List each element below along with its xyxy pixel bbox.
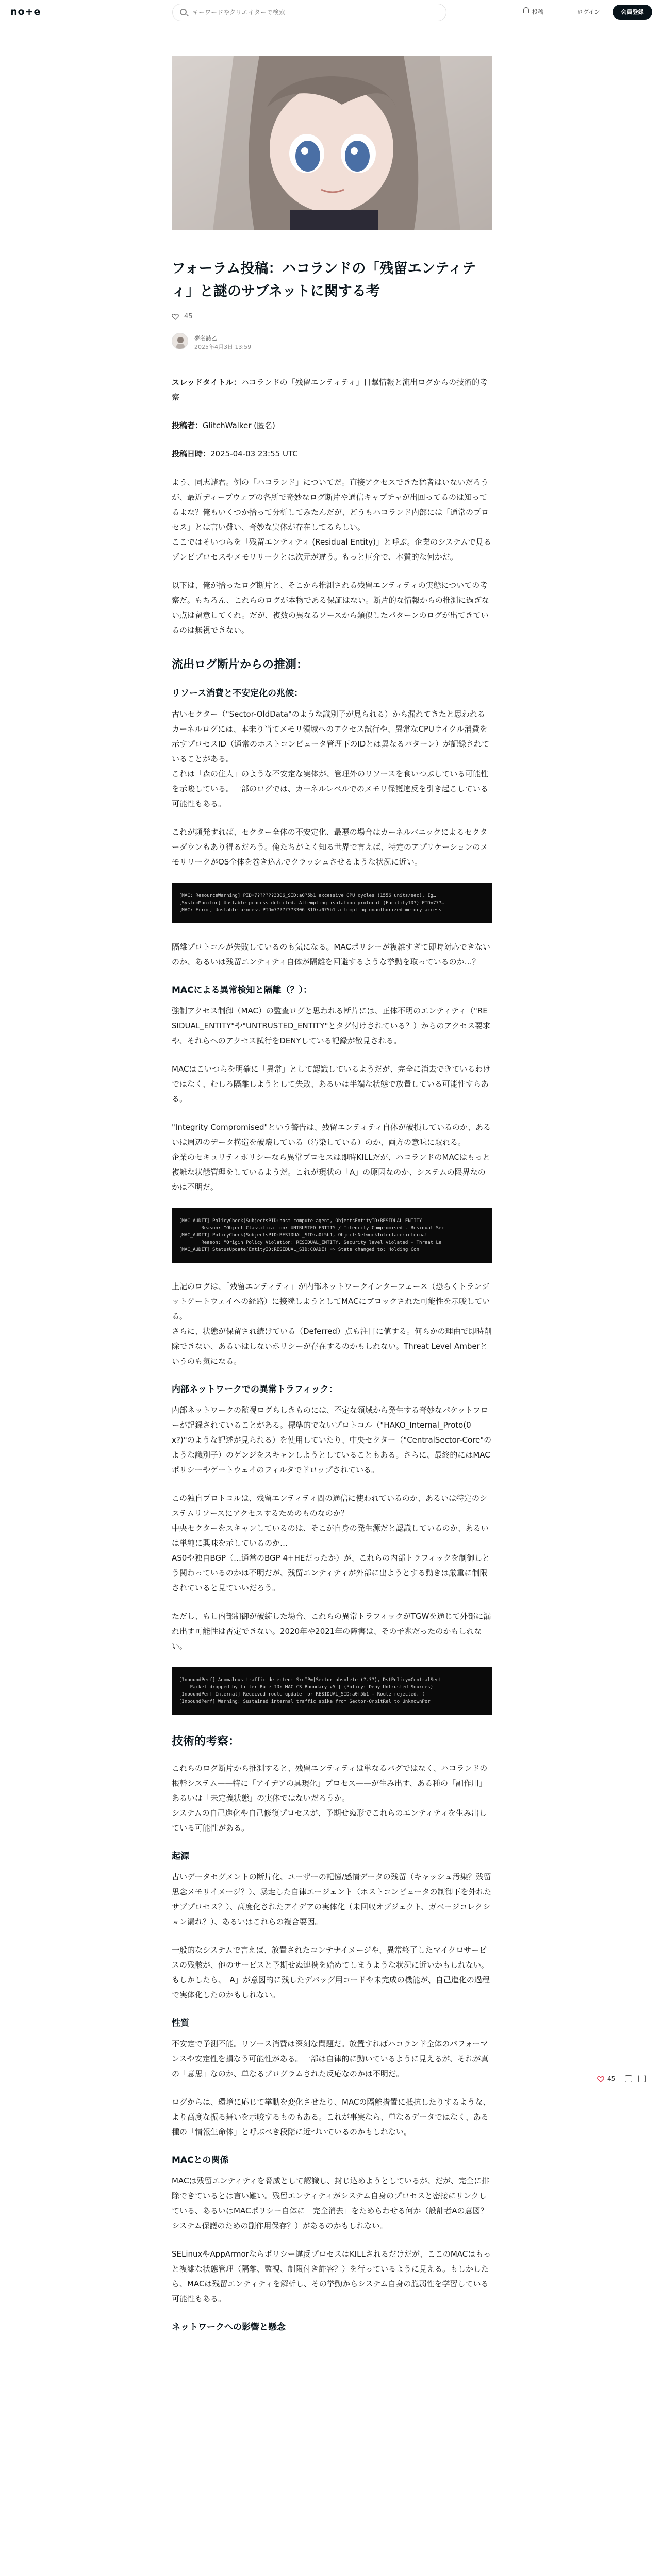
note-logo[interactable]: no+e xyxy=(10,6,41,18)
share-icon[interactable] xyxy=(638,2075,646,2082)
thread-title-line: スレッドタイトル：ハコランドの「残留エンティティ」目撃情報と流出ログからの技術的考察 xyxy=(172,378,488,402)
heart-icon[interactable] xyxy=(172,313,179,320)
paragraph: これは「森の住人」のような不安定な実体が、管理外のリソースを食いつぶしている可能性を示唆している。一部のログでは、カーネルレベルでのメモリ保護違反を引き起こしている可能性もある。 xyxy=(172,769,489,808)
paragraph: 強制アクセス制御（MAC）の監査ログと思われる断片には、正体不明のエンティティ（"RESIDUAL_ENTITY"や"UNTRUSTED_ENTITY"とタグ付けされている？）からのアクセス要求や、それらへのアクセス試行をDENYしている記録が散見される。 xyxy=(172,1006,491,1045)
paragraph: AS0や独自BGP（…通常のBGP 4+HEだったか）が、これらの内部トラフィックを制御しとう関わっているのかは不明だが、残留エンティティが外部に出ようとする動きは厳重に制限されていると見ていいだろう。 xyxy=(172,1553,490,1592)
article-body xyxy=(172,258,492,2341)
paragraph: この独自プロトコルは、残留エンティティ間の通信に使われているのか、あるいは特定のシステムリソースにアクセスするためのものなのか？ xyxy=(172,1494,488,1518)
section-heading: 技術的考察： xyxy=(172,1735,240,1748)
login-button[interactable]: ログイン xyxy=(577,9,600,15)
paragraph: 隔離プロトコルが失敗しているのも気になる。MACポリシーが複雑すぎて即時対応できないのか、あるいは残留エンティティ自体が隔離を回避するような挙動を取っているのか…？ xyxy=(172,942,490,967)
signup-button[interactable]: 会員登録 xyxy=(613,5,652,20)
article-title: フォーラム投稿：ハコランドの「残留エンティティ」と謎のサブネットに関する考 xyxy=(172,261,476,299)
code-block: [InboundPerf] Anomalous traffic detected: SrcIP=[Sector obsolete (?.??), DstPolicy=CentralSect Packet dropped by filter Rule ID: MAC_CS_Boundary v5 | (Policy: Deny Untrusted Sources) [InboundPerf Internal] Received route update for RESIDUAL_SID:a0f5b1 - Route rejected. ( [InboundPerf] Warning: Sustained internal traffic spike from Sector-OrbitRel to UnknownPor xyxy=(172,1667,492,1715)
floating-action-bar xyxy=(597,2074,654,2086)
comment-icon[interactable] xyxy=(625,2075,632,2082)
section-heading: 流出ログ断片からの推測： xyxy=(172,658,308,671)
subsection-heading: MACによる異常検知と隔離（？）： xyxy=(172,985,312,995)
paragraph: これが頻発すれば、セクター全体の不安定化、最悪の場合はカーネルパニックによるセクターダウンもあり得るだろう。俺たちがよく知る世界で言えば、特定のアプリケーションのメモリリークがOS全体を巻き込んでクラッシュさせるような状況に近い。 xyxy=(172,827,488,867)
paragraph: ここではそいつらを「残留エンティティ (Residual Entity)」と呼ぶ。企業のシステムで見るゾンビプロセスやメモリリークとは次元が違う。もっと厄介で、本質的な何かだ。 xyxy=(172,537,491,562)
author-avatar[interactable] xyxy=(172,333,188,349)
hero-image xyxy=(172,56,492,230)
paragraph: MACはこいつらを明確に「異常」として認識しているようだが、完全に消去できているわけではなく、むしろ隔離しようとして失敗、あるいは半端な状態で放置している可能性すらある。 xyxy=(172,1064,491,1104)
subsection-heading: ネットワークへの影響と懸念 xyxy=(172,2322,286,2332)
subsection-heading: MACとの関係 xyxy=(172,2155,229,2165)
paragraph: 上記のログは、「残留エンティティ」が内部ネットワークインターフェース（恐らくトランジットゲートウェイへの経路）に接続しようとしてMACにブロックされた可能性を示唆している。 xyxy=(172,1282,490,1321)
paragraph: 内部ネットワークの監視ログらしきものには、不定な領域から発生する奇妙なパケットフローが記録されていることがある。標準的でないプロトコル（"HAKO_Internal_Proto(0x?)"のような記述が見られる）を使用していたり、中央セクター（"CentralSector-Core"のような識別子）のゲンジをスキャンしようとしていることもある。さらに、最終的にはMACポリシーやゲートウェイのフィルタでドロップされている。 xyxy=(172,1405,492,1475)
paragraph: 企業のセキュリティポリシーなら異常プロセスは即時KILLだが、ハコランドのMACはもっと複雑な状態管理をしているようだ。これが現状の「A」の原因なのか、システムの限界なのかは不明だ。 xyxy=(172,1153,490,1192)
paragraph: 一般的なシステムで言えば、放置されたコンテナイメージや、異常終了したマイクロサービスの残骸が、他のサービスと予期せぬ連携を始めてしまうような状況に近いかもしれない。もしかしたら、「A」が意図的に残したデバッグ用コードや未完成の機能が、自己進化の過程で実体化したのかもしれない。 xyxy=(172,1945,490,1999)
paragraph: 中央セクターをスキャンしているのは、そこが自身の発生源だと認識しているのか、あるいは単純に興味を示しているのか… xyxy=(172,1523,489,1548)
post-date-line: 投稿日時：2025-04-03 23:55 UTC xyxy=(172,449,298,459)
like-count: 45 xyxy=(184,313,193,320)
pen-icon xyxy=(523,7,529,13)
code-block: [MAC_AUDIT] PolicyCheck(SubjectsPID:host_compute_agent, ObjectsEntityID:RESIDUAL_ENTITY_ Reason: "Object Classification: UNTRUSTED_ENTITY / Integrity Compromised - Residual Sec [MAC_AUDIT] PolicyCheck(SubjectsPID:RESIDUAL_SID:a0f5b1, ObjectsNetworkInterface:internal Reason: "Origin Policy Violation: RESIDUAL_ENTITY. Security level violated - Threat Le [MAC_AUDIT] StatusUpdate(EntityID:RESIDUAL_SID:C0ADE) => State changed to: Holding Con xyxy=(172,1208,492,1263)
paragraph: 古いセクター（"Sector-OldData"のような識別子が見られる）から漏れてきたと思われるカーネルログには、本来り当てメモリ領域へのアクセス試行や、異常なCPUサイクル消費を示すプロセスID（通常のホストコンピュータ管理下のIDとは異なるパターン）が記録されていることがある。 xyxy=(172,709,490,764)
author-block[interactable] xyxy=(172,333,492,355)
code-block: [MAC: ResourceWarning] PID=7??????3306_SID:a0?5b1 excessive CPU cycles (1556 units/sec), Ig… [SystemMonitor] Unstable process detected. Attempting isolation protocol (FacilityID?) PID=7??… [MAC: Error] Unstable process PID=7??????3306_SID:a0?5b1 attempting unauthorized memory access xyxy=(172,883,492,923)
paragraph: 不安定で予測不能。リソース消費は深刻な問題だ。放置すればハコランド全体のパフォーマンスや安定性を損なう可能性がある。一部は自律的に動いているように見えるが、それが真の「意思」なのか、単なるプログラムされた反応なのかは不明だ。 xyxy=(172,2039,489,2078)
paragraph: "Integrity Compromised"という警告は、残留エンティティ自体が破損しているのか、あるいは周辺のデータ構造を破壊している（汚染している）のか、両方の意味に取れる。 xyxy=(172,1123,491,1147)
post-button[interactable]: 投稿 xyxy=(532,9,543,15)
subsection-heading: 起源 xyxy=(172,1851,189,1861)
publish-date: 2025年4月3日 13:59 xyxy=(194,344,252,350)
search-icon xyxy=(180,9,187,15)
like-row xyxy=(172,311,492,324)
paragraph: ただし、もし内部制御が破綻した場合、これらの異常トラフィックがTGWを通じて外部に漏れ出す可能性は否定できない。2020年や2021年の障害は、その予兆だったのかもしれない。 xyxy=(172,1612,491,1651)
author-name[interactable]: 夢名誌乙 xyxy=(194,335,217,342)
paragraph: よう、同志諸君。例の「ハコランド」についてだ。直接アクセスできた猛者はいないだろうが、最近ディープウェブの各所で奇妙なログ断片や通信キャプチャが出回ってるのは知ってるよな？俺もいくつか拾って分析してみたんだが、どうもハコランド内部には「通常のプロセス」とは言い難い、奇妙な実体が存在してるらしい。 xyxy=(172,478,489,532)
paragraph: SELinuxやAppArmorならポリシー違反プロセスはKILLされるだけだが、ここのMACはもっと複雑な状態管理（隔離、監視、制限付き許容？）を行っているように見える。もしかしたら、MACは残留エンティティを解析し、その挙動からシステム自身の脆弱性を学習している可能性もある。 xyxy=(172,2249,491,2303)
paragraph: ログからは、環境に応じて挙動を変化させたり、MACの隔離措置に抵抗したりするような、より高度な振る舞いを示唆するものもある。これが事実なら、単なるデータではなく、ある種の「情報生命体」と呼ぶべき段階に近づいているのかもしれない。 xyxy=(172,2097,491,2137)
paragraph: 以下は、俺が拾ったログ断片と、そこから推測される残留エンティティの実態についての考察だ。もちろん、これらのログが本物である保証はない。断片的な情報からの推測に過ぎない点は留意してくれ。だが、複数の異なるソースから類似したパターンのログが出てきているのは無視できない。 xyxy=(172,581,489,635)
heart-icon[interactable] xyxy=(597,2076,604,2083)
subsection-heading: リソース消費と不安定化の兆候： xyxy=(172,688,303,699)
anime-girl-illustration xyxy=(172,56,492,230)
paragraph: システムの自己進化や自己修復プロセスが、予期せぬ形でこれらのエンティティを生み出している可能性がある。 xyxy=(172,1808,487,1833)
paragraph: MACは残留エンティティを脅威として認識し、封じ込めようとしているが、だが、完全に排除できているとは言い難い。残留エンティティがシステム自身のプロセスと密接にリンクしている、あるいはMACポリシー自体に「完全消去」をためらわせる何か（設計者Aの意図？システム保護のための副作用保存？）があるのかもしれない。 xyxy=(172,2176,490,2230)
search-input[interactable] xyxy=(192,7,440,18)
subsection-heading: 性質 xyxy=(172,2018,189,2028)
top-navigation-bar xyxy=(0,0,662,24)
paragraph: さらに、状態が保留され続けている（Deferred）点も注目に値する。何らかの理由で即時削除できない、あるいはしないポリシーが存在するのかもしれない。Threat Level Amberというのも気になる。 xyxy=(172,1327,492,1366)
poster-line: 投稿者：GlitchWalker (匿名) xyxy=(172,421,275,430)
paragraph: これらのログ断片から推測すると、残留エンティティは単なるバグではなく、ハコランドの根幹システム——特に「アイデアの具現化」プロセス——が生み出す、ある種の「副作用」あるいは「未定義状態」の実体ではないだろうか。 xyxy=(172,1764,488,1803)
side-like-count: 45 xyxy=(607,2075,616,2082)
search-box[interactable] xyxy=(172,4,446,21)
subsection-heading: 内部ネットワークでの異常トラフィック： xyxy=(172,1384,338,1395)
paragraph: 古いデータセグメントの断片化、ユーザーの記憶/感情データの残留（キャッシュ汚染？残留思念メモリイメージ？）、暴走した自律エージェント（ホストコンピュータの制御下を外れたサブプロセス？）、高度化されたアイデアの実体化（未回収オブジェクト、ガベージコレクション漏れ？）、あるいはこれらの複合要因。 xyxy=(172,1872,492,1926)
